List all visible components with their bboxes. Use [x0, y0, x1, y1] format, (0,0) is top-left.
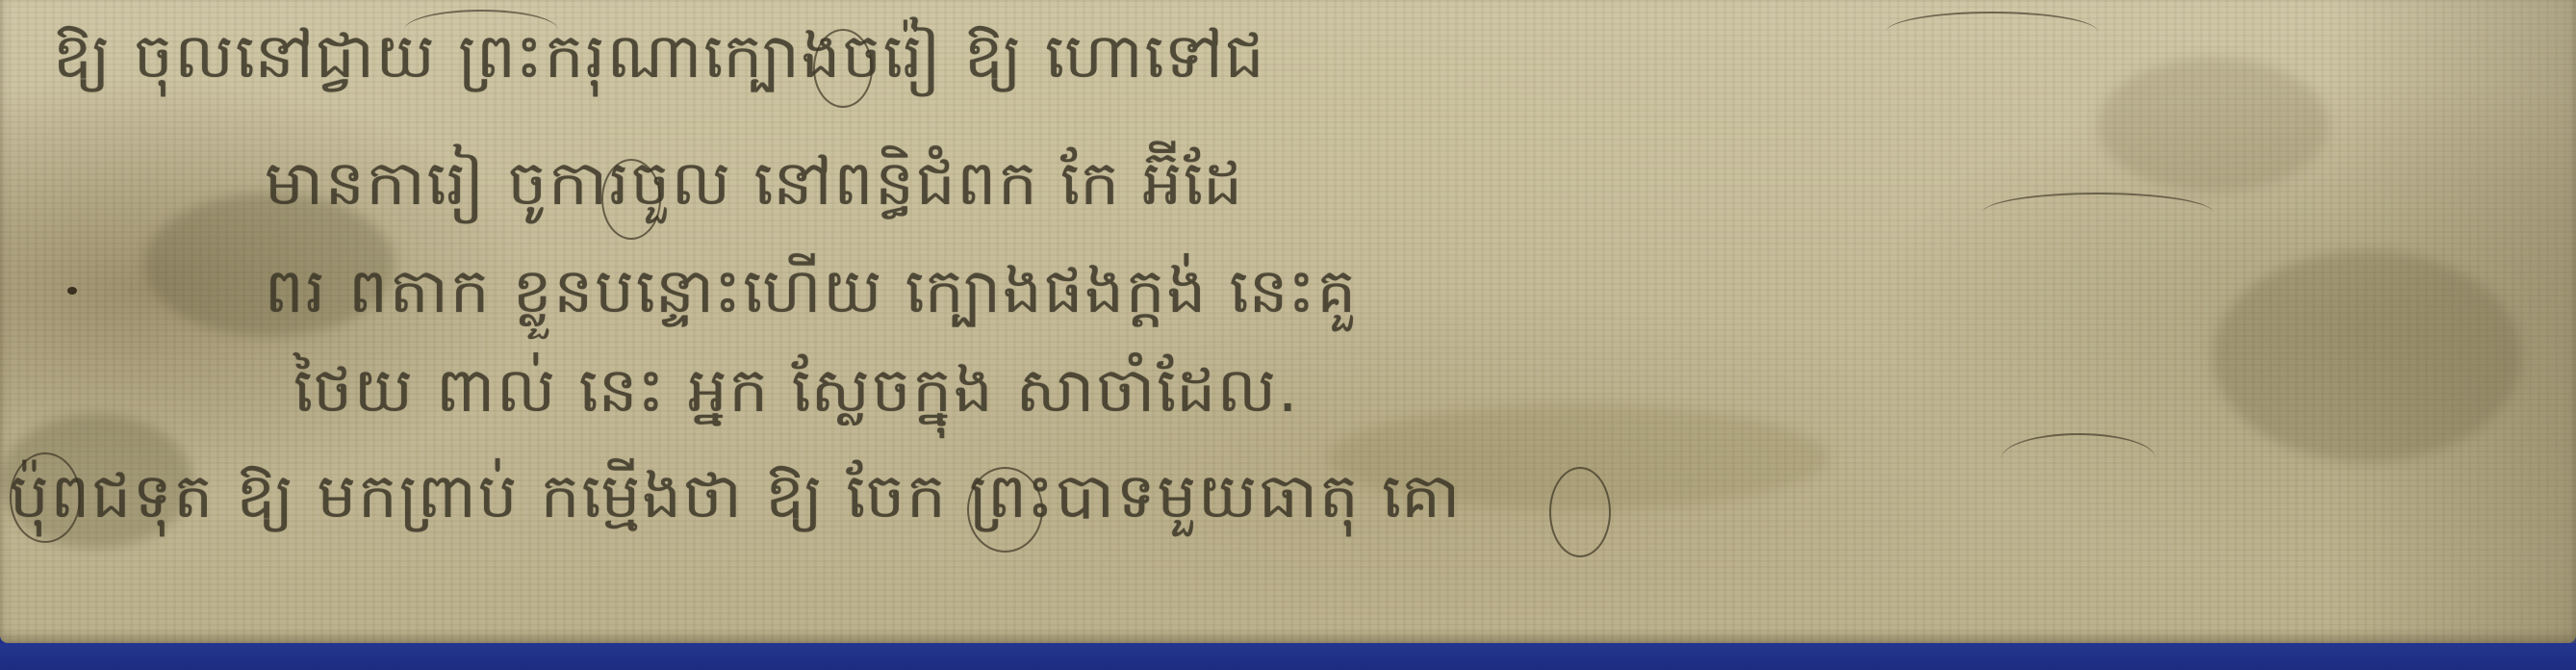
stain-right — [2213, 250, 2521, 462]
ink-loop-2 — [601, 159, 661, 240]
script-line-2: មានការៀ ចូការចួល នៅពន្ធិជំពក កែ អ៊ីដែ — [265, 148, 1244, 219]
script-line-5: ប៉ុពជទុត ឱ្យ មកព្រាប់ កម្មើងថា ឱ្យ ចែក ព្រះបាទមួយធាតុ គោ — [10, 461, 1463, 532]
ink-loop-4 — [967, 467, 1043, 553]
backdrop-band — [0, 643, 2576, 670]
ink-loop-1 — [813, 29, 873, 108]
script-line-1: ឱ្យ ចុលនៅជ្វាយ ព្រះករុណាក្បោងចរ៉ៀ ឱ្យ ហោទៅជ — [53, 21, 1266, 92]
ink-loop-5 — [1549, 467, 1611, 557]
stain-right-top — [2098, 58, 2329, 193]
script-line-3: ពរ ពតាក ខ្លួនបន្ទោះហើយ ក្បោងផងក្ដង់ នេះគួ — [265, 256, 1359, 327]
ink-stroke-1 — [1886, 12, 2098, 52]
script-line-4: ថៃយ ពាល់ នេះ អ្នក ស្លែចក្នុង សាចាំដែល. — [293, 355, 1300, 426]
ink-stroke-4 — [404, 10, 558, 50]
string-hole — [67, 287, 77, 295]
ink-loop-3 — [10, 452, 81, 543]
ink-stroke-2 — [1982, 193, 2213, 233]
ink-stroke-3 — [2002, 433, 2155, 483]
